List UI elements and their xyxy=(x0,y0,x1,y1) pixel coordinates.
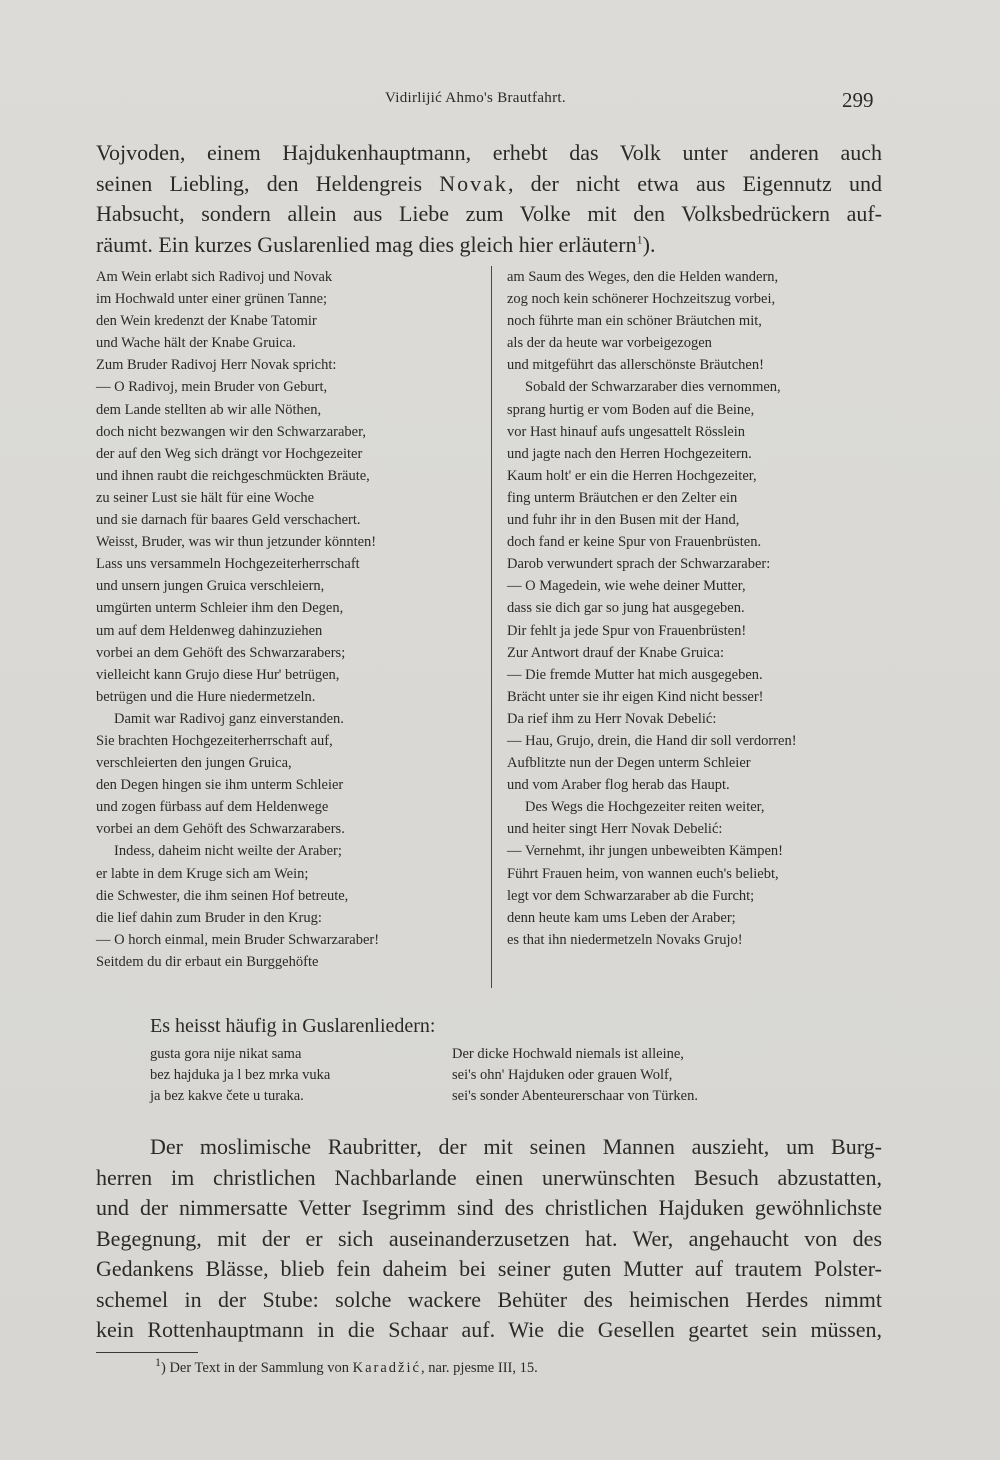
footnote xyxy=(155,1355,538,1377)
guslar-intro: Es heisst häufig in Guslarenliedern: xyxy=(150,1015,436,1037)
couplet-translation xyxy=(452,1044,698,1107)
verse-line: und jagte nach den Herren Hochgezeitern. xyxy=(507,445,752,462)
verse-line: dass sie dich gar so jung hat ausgegeben. xyxy=(507,600,745,617)
intro-line: Vojvoden, einem Hajdukenhauptmann, erhebt das Volk unter anderen auch xyxy=(96,140,882,165)
intro-line: Habsucht, sondern allein aus Liebe zum Volke mit den Volksbedrückern auf- xyxy=(96,201,882,226)
verse-line: Lass uns versammeln Hochgezeiterherrschaft xyxy=(96,556,360,573)
verse-line: denn heute kam ums Leben der Araber; xyxy=(507,909,736,926)
intro-line xyxy=(96,169,882,200)
verse-line: im Hochwald unter einer grünen Tanne; xyxy=(96,291,328,308)
running-head: Vidirlijić Ahmo's Brautfahrt. xyxy=(385,90,566,106)
couplet-line: sei's ohn' Hajduken oder grauen Wolf, xyxy=(452,1067,673,1083)
verse-line: umgürten unterm Schleier ihm den Degen, xyxy=(96,600,344,617)
verse-line: und mitgeführt das allerschönste Bräutchen! xyxy=(507,357,764,374)
verse-line: und unsern jungen Gruica verschleiern, xyxy=(96,578,325,595)
couplet-line: Der dicke Hochwald niemals ist alleine, xyxy=(452,1046,684,1062)
verse-line: und heiter singt Herr Novak Debelić: xyxy=(507,821,723,838)
couplet-line: bez hajduka ja l bez mrka vuka xyxy=(150,1067,331,1083)
verse-line: die lief dahin zum Bruder in den Krug: xyxy=(96,909,322,926)
intro-text: seinen Liebling, den Heldengreis xyxy=(96,170,423,196)
verse-line: vorbei an dem Gehöft des Schwarzarabers; xyxy=(96,644,346,661)
verse-line: Brächt unter sie ihr eigen Kind nicht besser! xyxy=(507,688,764,705)
verse-line: zog noch kein schönerer Hochzeitszug vorbei, xyxy=(507,291,776,308)
intro-paragraph xyxy=(96,138,882,260)
verse-line: und Wache hält der Knabe Gruica. xyxy=(96,335,296,352)
footnote-reference: 1 xyxy=(636,232,643,247)
closing-paragraph xyxy=(96,1132,882,1346)
verse-line: — O horch einmal, mein Bruder Schwarzaraber! xyxy=(96,931,380,948)
verse-line: vielleicht kann Grujo diese Hur' betrügen, xyxy=(96,666,340,683)
verse-line: Zum Bruder Radivoj Herr Novak spricht: xyxy=(96,357,337,374)
verse-line: und sie darnach für baares Geld verschachert. xyxy=(96,512,361,529)
closing-line: kein Rottenhauptmann in die Schaar auf. Wie die Gesellen geartet sein müssen, xyxy=(96,1317,882,1342)
closing-line: Gedankens Blässe, blieb fein daheim bei seiner guten Mutter auf trautem Polster- xyxy=(96,1256,882,1281)
verse-line: Aufblitzte nun der Degen unterm Schleier xyxy=(507,755,751,772)
verse-line: vorbei an dem Gehöft des Schwarzarabers. xyxy=(96,821,345,838)
footnote-rule xyxy=(96,1352,198,1353)
verse-line: Sobald der Schwarzaraber dies vernommen, xyxy=(525,379,781,396)
verse-line: Am Wein erlabt sich Radivoj und Novak xyxy=(96,269,333,285)
intro-text: , der nicht etwa aus Eigennutz und xyxy=(507,170,882,196)
verse-line: die Schwester, die ihm seinen Hof betreute, xyxy=(96,887,349,904)
verse-line: — O Magedein, wie wehe deiner Mutter, xyxy=(507,578,746,595)
verse-line: es that ihn niedermetzeln Novaks Grujo! xyxy=(507,931,743,948)
verse-line: Sie brachten Hochgezeiterherrschaft auf, xyxy=(96,732,333,749)
verse-line: Zur Antwort drauf der Knabe Gruica: xyxy=(507,644,725,661)
verse-line: sprang hurtig er vom Boden auf die Beine, xyxy=(507,401,755,418)
couplet-line: gusta gora nije nikat sama xyxy=(150,1046,302,1062)
verse-line: Dir fehlt ja jede Spur von Frauenbrüsten! xyxy=(507,622,747,639)
verse-line: — Die fremde Mutter hat mich ausgegeben. xyxy=(507,666,763,683)
verse-line: betrügen und die Hure niedermetzeln. xyxy=(96,688,316,705)
couplet-original xyxy=(150,1044,330,1107)
verse-line: der auf den Weg sich drängt vor Hochgezeiter xyxy=(96,445,363,462)
verse-line: Führt Frauen heim, von wannen euch's beliebt, xyxy=(507,865,779,882)
verse-line: den Degen hingen sie ihm unterm Schleier xyxy=(96,777,344,794)
footnote-text: , nar. pjesme III, 15. xyxy=(420,1360,538,1376)
closing-line: Begegnung, mit der er sich auseinanderzusetzen hat. Wer, angehaucht von des xyxy=(96,1225,882,1251)
verse-line: und ihnen raubt die reichgeschmückten Bräute, xyxy=(96,467,370,484)
column-divider xyxy=(491,266,492,988)
emphasized-name: Novak xyxy=(439,170,508,196)
intro-text: räumt. Ein kurzes Guslarenlied mag dies gleich hier erläutern xyxy=(96,231,637,257)
verse-line: um auf dem Heldenweg dahinzuziehen xyxy=(96,622,323,639)
verse-line: Da rief ihm zu Herr Novak Debelić: xyxy=(507,710,717,727)
verse-line: doch fand er keine Spur von Frauenbrüsten. xyxy=(507,534,762,551)
closing-line: Der moslimische Raubritter, der mit seinen Mannen auszieht, um Burg- xyxy=(150,1134,882,1159)
verse-line: noch führte man ein schöner Bräutchen mit, xyxy=(507,313,762,330)
verse-line: doch nicht bezwangen wir den Schwarzaraber, xyxy=(96,423,366,440)
verse-line: vor Hast hinauf aufs ungesattelt Rösslein xyxy=(507,423,745,440)
verse-line: und fuhr ihr in den Busen mit der Hand, xyxy=(507,512,740,529)
verse-line: Des Wegs die Hochgezeiter reiten weiter, xyxy=(525,799,765,816)
footnote-author: Karadžić xyxy=(352,1360,421,1376)
closing-line: und der nimmersatte Vetter Isegrimm sind des christlichen Hajduken gewöhnlichste xyxy=(96,1195,882,1220)
verse-line: Seitdem du dir erbaut ein Burggehöfte xyxy=(96,953,319,970)
verse-line: zu seiner Lust sie hält für eine Woche xyxy=(96,489,315,506)
verse-line: als der da heute war vorbeigezogen xyxy=(507,335,712,352)
verse-line: — Vernehmt, ihr jungen unbeweibten Kämpen! xyxy=(507,843,783,860)
closing-line: schemel in der Stube: solche wackere Behüter des heimischen Herdes nimmt xyxy=(96,1286,882,1312)
verse-column-left xyxy=(96,266,482,973)
intro-text: ). xyxy=(642,231,656,257)
verse-line: dem Lande stellten ab wir alle Nöthen, xyxy=(96,401,322,418)
footnote-marker: 1 xyxy=(155,1355,161,1370)
couplet-line: ja bez kakve čete u turaka. xyxy=(150,1088,304,1104)
footnote-text: ) Der Text in der Sammlung von xyxy=(161,1360,349,1376)
verse-line: Darob verwundert sprach der Schwarzaraber: xyxy=(507,556,771,573)
closing-line: herren im christlichen Nachbarlande einen unerwünschten Besuch abzustatten, xyxy=(96,1164,882,1190)
verse-line: — Hau, Grujo, drein, die Hand dir soll verdorren! xyxy=(507,732,797,749)
verse-line: und vom Araber flog herab das Haupt. xyxy=(507,777,730,794)
verse-line: und zogen fürbass auf dem Heldenwege xyxy=(96,799,329,816)
verse-line: legt vor dem Schwarzaraber ab die Furcht; xyxy=(507,887,755,904)
verse-line: Weisst, Bruder, was wir thun jetzunder könnten! xyxy=(96,534,377,551)
verse-line: Indess, daheim nicht weilte der Araber; xyxy=(114,843,342,860)
verse-line: Damit war Radivoj ganz einverstanden. xyxy=(114,710,344,727)
verse-line: den Wein kredenzt der Knabe Tatomir xyxy=(96,313,317,330)
verse-line: — O Radivoj, mein Bruder von Geburt, xyxy=(96,379,328,396)
intro-line xyxy=(96,230,882,261)
verse-line: verschleierten den jungen Gruica, xyxy=(96,755,292,772)
couplet-line: sei's sonder Abenteurerschaar von Türken. xyxy=(452,1088,698,1104)
page-number: 299 xyxy=(842,88,874,112)
verse-line: fing unterm Bräutchen er den Zelter ein xyxy=(507,489,738,506)
verse-line: am Saum des Weges, den die Helden wandern, xyxy=(507,269,779,285)
verse-column-right xyxy=(507,266,887,951)
verse-line: er labte in dem Kruge sich am Wein; xyxy=(96,865,309,882)
verse-line: Kaum holt' er ein die Herren Hochgezeiter, xyxy=(507,467,757,484)
